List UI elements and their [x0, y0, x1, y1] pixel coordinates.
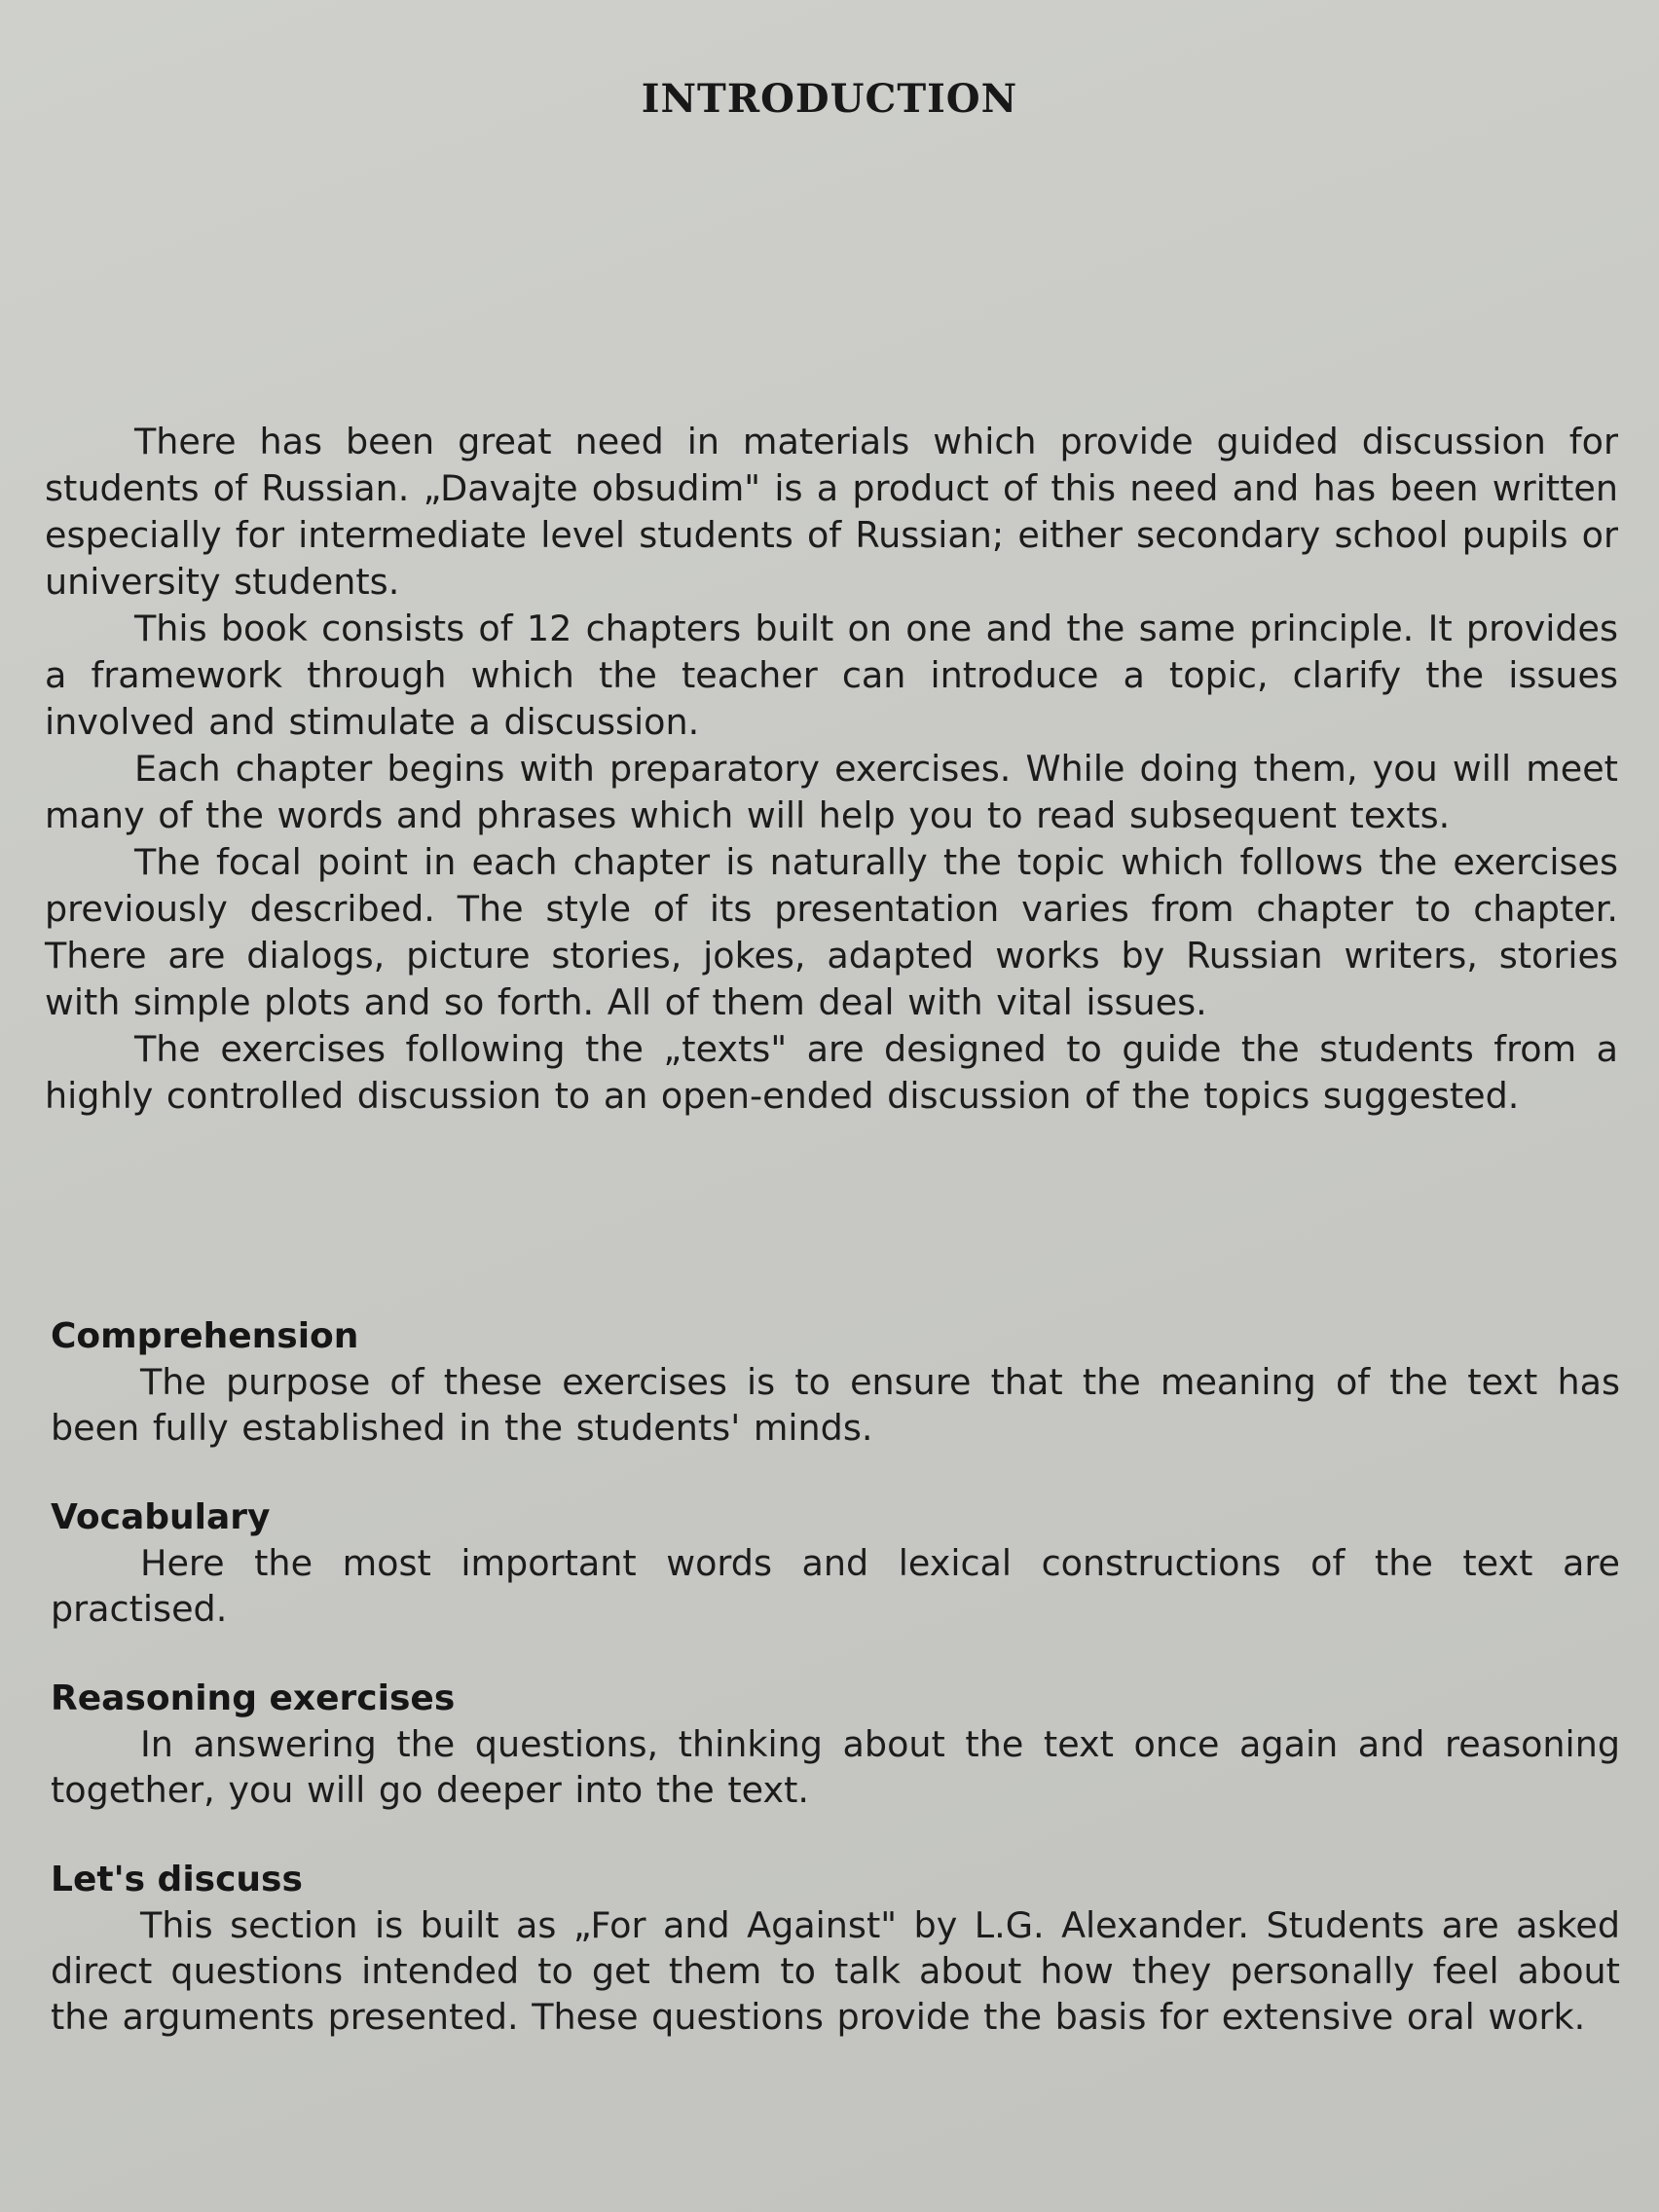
section-text: The purpose of these exercises is to ensure that the meaning of the text has been fully established in the students' minds. [51, 1361, 1620, 1449]
section-vocabulary [51, 1495, 1620, 1632]
section-comprehension [51, 1314, 1620, 1451]
paragraph-preparatory: Each chapter begins with preparatory exercises. While doing them, you will meet many of the words and phrases which will help you to read subsequent texts. [45, 748, 1618, 836]
paragraph-structure: This book consists of 12 chapters built on one and the same principle. It provides a framework through which the teacher can introduce a topic, clarify the issues involved and stimulate a discussion. [45, 608, 1618, 743]
exercise-sections [51, 1314, 1620, 2084]
introduction-body [45, 419, 1618, 1120]
section-heading: Let's discuss [51, 1860, 303, 1899]
section-reasoning-exercises [51, 1677, 1620, 1813]
section-text: In answering the questions, thinking about the text once again and reasoning together, you will go deeper into the text. [51, 1723, 1620, 1811]
section-lets-discuss [51, 1858, 1620, 2040]
paragraph-need: There has been great need in materials which provide guided discussion for students of Russian. „Davajte obsudim" is a product of this need and has been written especially for intermediate level students of Russian; either secondary school pupils or university students. [45, 421, 1618, 603]
page-title: INTRODUCTION [641, 76, 1018, 122]
paragraph-focal-point: The focal point in each chapter is naturally the topic which follows the exercises previously described. The style of its presentation varies from chapter to chapter. There are dialogs, picture stories, jokes, adapted works by Russian writers, stories with simple plots and so forth. All of them deal with vital issues. [45, 841, 1618, 1023]
section-text: This section is built as „For and Against" by L.G. Alexander. Students are asked direct questions intended to get them to talk about how they personally feel about the arguments presented. These questions provide the basis for extensive oral work. [51, 1904, 1620, 2038]
section-heading: Reasoning exercises [51, 1678, 456, 1718]
section-text: Here the most important words and lexical constructions of the text are practised. [51, 1542, 1620, 1630]
paragraph-exercises: The exercises following the „texts" are designed to guide the students from a highly controlled discussion to an open-ended discussion of the topics suggested. [45, 1028, 1618, 1117]
section-heading: Vocabulary [51, 1497, 271, 1537]
section-heading: Comprehension [51, 1316, 359, 1356]
